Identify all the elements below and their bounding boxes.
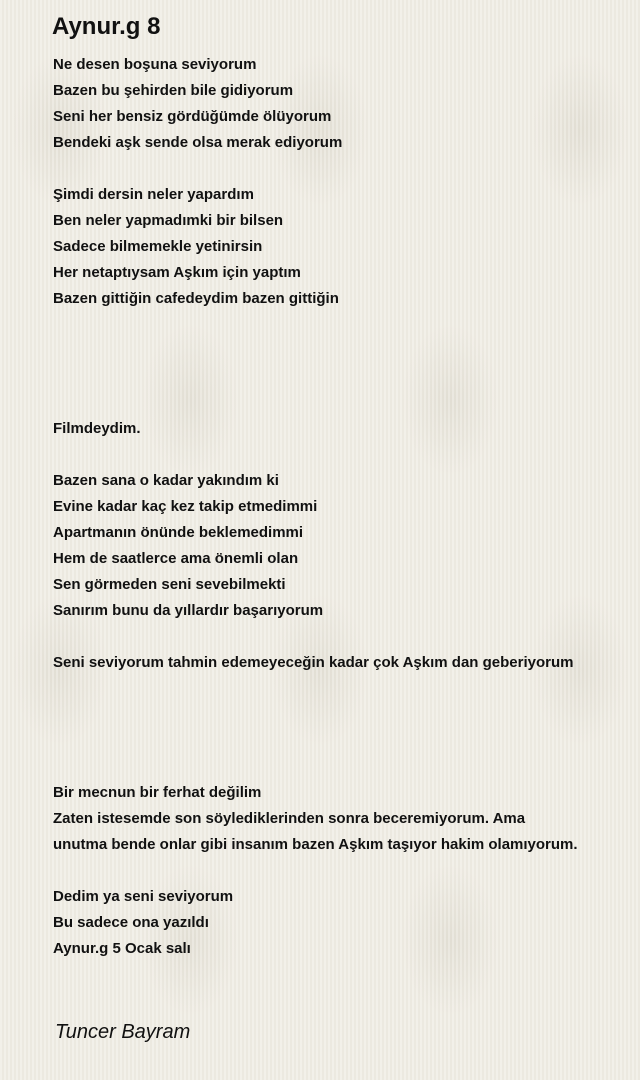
poem-line: Bazen gittiğin cafedeydim bazen gittiğin [53, 290, 339, 307]
poem-author: Tuncer Bayram [55, 1021, 191, 1043]
poem-line: Bu sadece ona yazıldı [53, 914, 209, 931]
poem-line: Bazen bu şehirden bile gidiyorum [53, 82, 294, 99]
poem-line: Şimdi dersin neler yapardım [53, 186, 254, 203]
poem-line: Aynur.g 5 Ocak salı [53, 940, 191, 957]
poem-line: Bendeki aşk sende olsa merak ediyorum [53, 134, 343, 151]
poem-line: Apartmanın önünde beklemedimmi [53, 524, 304, 541]
poem-blank-line [53, 702, 633, 728]
poem-line: Filmdeydim. [53, 420, 141, 437]
poem-line: Ben neler yapmadımki bir bilsen [53, 212, 284, 229]
poem-line: Sen görmeden seni sevebilmekti [53, 576, 286, 593]
poem-line: Bazen sana o kadar yakındım ki [53, 472, 279, 489]
poem-blank-line [53, 754, 633, 780]
poem-body [53, 52, 633, 962]
poem-line: Seni seviyorum tahmin edemeyeceğin kadar çok Aşkım dan geberiyorum [53, 654, 574, 671]
poem-blank-line [53, 624, 633, 650]
poem-line: Ne desen boşuna seviyorum [53, 56, 257, 73]
poem-blank-line [53, 390, 633, 416]
poem-blank-line [53, 676, 633, 702]
poem-line: Hem de saatlerce ama önemli olan [53, 550, 299, 567]
poem-blank-line [53, 312, 633, 338]
poem-blank-line [53, 442, 633, 468]
poem-line: Seni her bensiz gördüğümde ölüyorum [53, 108, 332, 125]
poem-line: Her netaptıysam Aşkım için yaptım [53, 264, 301, 281]
poem-line: Sadece bilmemekle yetinirsin [53, 238, 263, 255]
poem-blank-line [53, 364, 633, 390]
poem-line: Bir mecnun bir ferhat değilim [53, 784, 262, 801]
poem-title: Aynur.g 8 [52, 13, 161, 40]
poem-blank-line [53, 156, 633, 182]
poem-blank-line [53, 858, 633, 884]
poem-blank-line [53, 728, 633, 754]
poem-line: Dedim ya seni seviyorum [53, 888, 234, 905]
poem-line: Sanırım bunu da yıllardır başarıyorum [53, 602, 324, 619]
poem-line: Zaten istesemde son söylediklerinden sonra beceremiyorum. Ama [53, 810, 526, 827]
poem-blank-line [53, 338, 633, 364]
poem-line: unutma bende onlar gibi insanım bazen Aşkım taşıyor hakim olamıyorum. [53, 836, 578, 853]
poem-line: Evine kadar kaç kez takip etmedimmi [53, 498, 318, 515]
